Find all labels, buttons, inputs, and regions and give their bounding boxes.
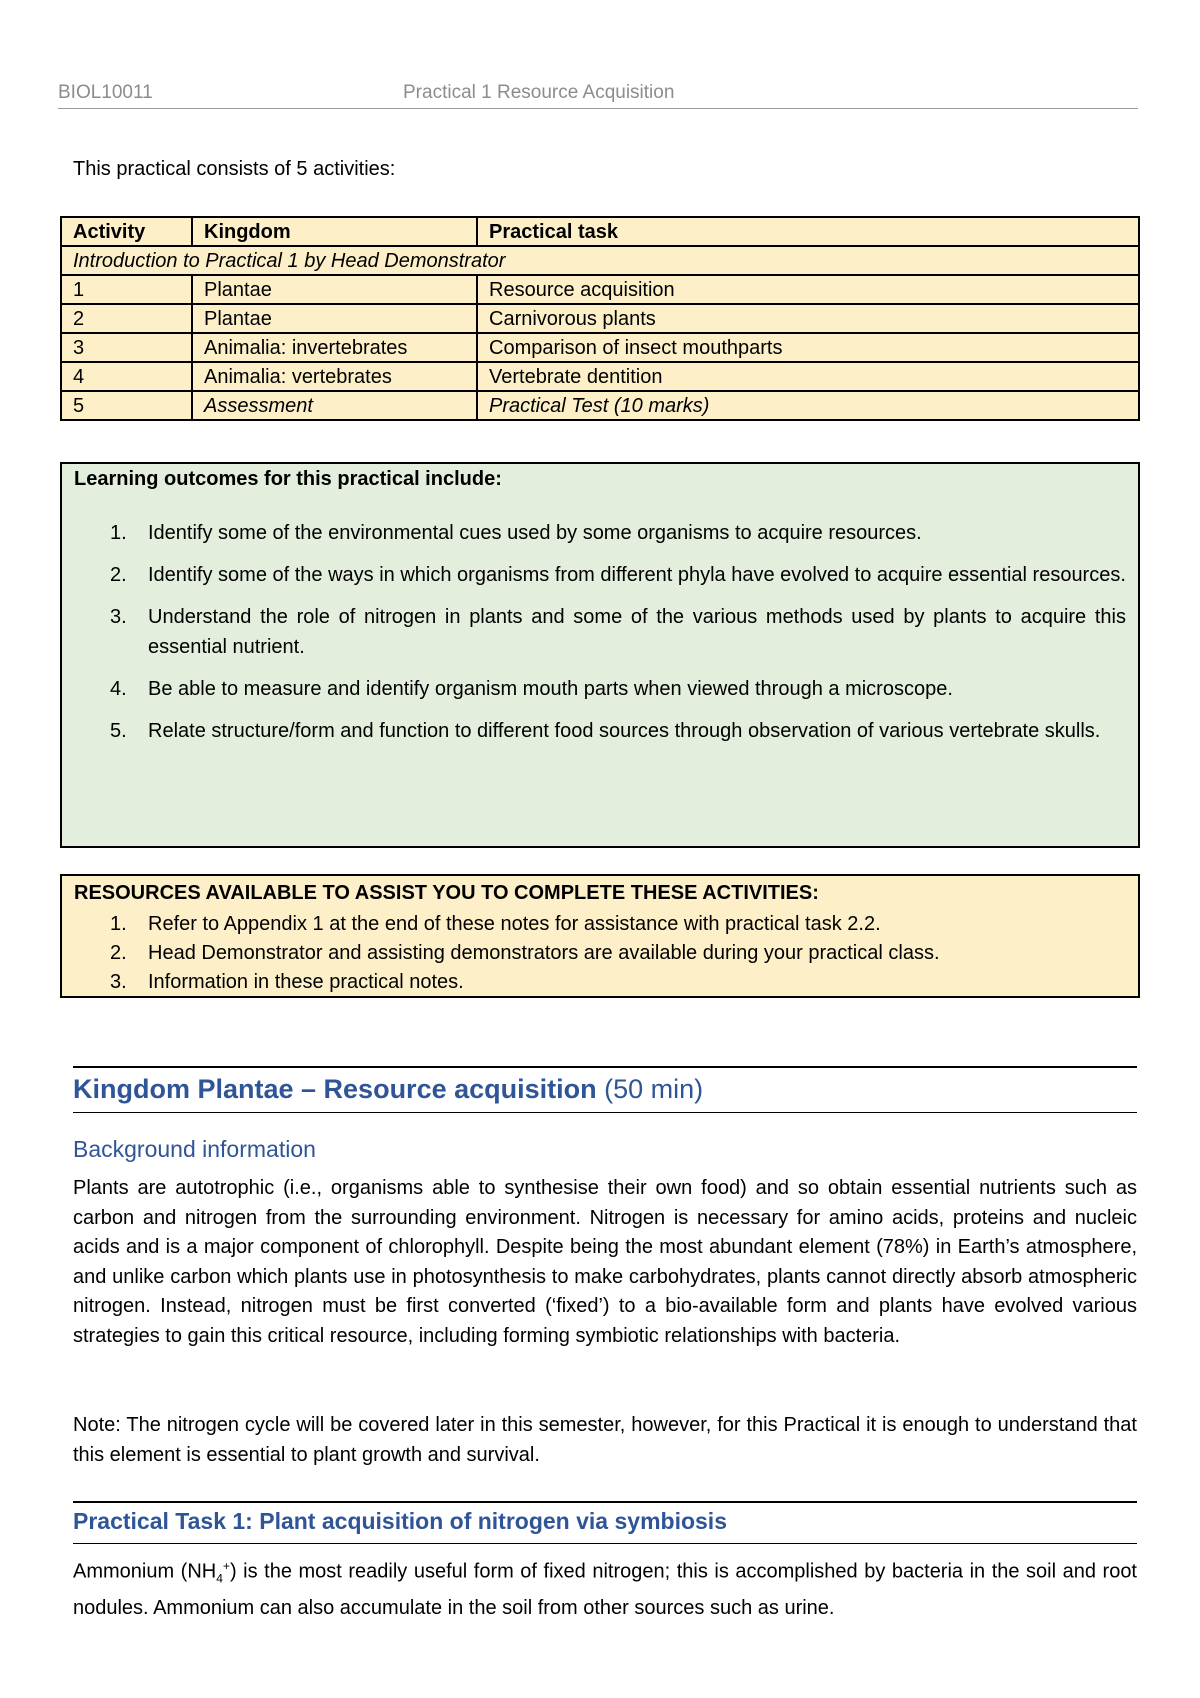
activities-table — [60, 216, 1140, 421]
item-number: 2. — [110, 564, 127, 586]
superscript-plus: + — [222, 1559, 230, 1573]
item-text: Head Demonstrator and assisting demonstrators are available during your practical class. — [148, 942, 940, 964]
list-item — [74, 716, 1126, 746]
note-paragraph: Note: The nitrogen cycle will be covered later in this semester, however, for this Practical it is enough to understand that this element is essential to plant growth and survival. — [73, 1414, 1137, 1466]
resources-box — [60, 874, 1140, 998]
item-number: 5. — [110, 720, 127, 742]
learning-outcomes-heading: Learning outcomes for this practical include: — [74, 468, 502, 490]
table-row — [61, 304, 1139, 333]
section-rule-top — [73, 1066, 1137, 1068]
table-header-row — [61, 217, 1139, 246]
task-cell: Carnivorous plants — [477, 304, 1139, 333]
kingdom-cell: Assessment — [192, 391, 477, 420]
activity-cell: 1 — [61, 275, 192, 304]
section-rule-bottom — [73, 1112, 1137, 1113]
task-cell: Comparison of insect mouthparts — [477, 333, 1139, 362]
item-text: Refer to Appendix 1 at the end of these notes for assistance with practical task 2.2. — [148, 913, 881, 935]
resources-heading: RESOURCES AVAILABLE TO ASSIST YOU TO COMPLETE THESE ACTIVITIES: — [74, 882, 819, 904]
subscript-4: 4 — [216, 1571, 223, 1586]
list-item — [74, 518, 1126, 548]
item-number: 1. — [110, 913, 127, 935]
task-cell: Resource acquisition — [477, 275, 1139, 304]
learning-outcomes-box — [60, 462, 1140, 848]
learning-outcomes-list — [74, 518, 1126, 758]
item-text: Relate structure/form and function to different food sources through observation of various vertebrate skulls. — [148, 720, 1101, 742]
intro-text: This practical consists of 5 activities: — [73, 158, 396, 180]
item-text: Be able to measure and identify organism mouth parts when viewed through a microscope. — [148, 678, 953, 700]
item-number: 3. — [110, 971, 127, 993]
table-row — [61, 275, 1139, 304]
task-rule-bottom — [73, 1543, 1137, 1544]
activity-cell: 4 — [61, 362, 192, 391]
header-activity: Activity — [61, 217, 192, 246]
item-text: Information in these practical notes. — [148, 971, 464, 993]
list-item — [74, 674, 1126, 704]
table-row — [61, 333, 1139, 362]
intro-row-cell: Introduction to Practical 1 by Head Demonstrator — [61, 246, 1139, 275]
activity-cell: 5 — [61, 391, 192, 420]
document-title: Practical 1 Resource Acquisition — [403, 82, 675, 103]
item-text: Understand the role of nitrogen in plants and some of the various methods used by plants to acquire this essential nutrient. — [148, 606, 1126, 658]
task-title: Practical Task 1: Plant acquisition of nitrogen via symbiosis — [73, 1508, 727, 1534]
course-code: BIOL10011 — [58, 82, 153, 103]
list-item — [74, 910, 940, 939]
activity-cell: 3 — [61, 333, 192, 362]
task-para-end: ) is the most readily useful form of fixed nitrogen; this is accomplished by bacteria in the soil and root nodules. Ammonium can also accumulate in the soil from other sources such as urine. — [73, 1560, 1137, 1620]
table-row — [61, 246, 1139, 275]
item-number: 2. — [110, 942, 127, 964]
section-title — [73, 1074, 703, 1105]
item-text: Identify some of the ways in which organisms from different phyla have evolved to acquire essential resources. — [148, 564, 1126, 586]
list-item — [74, 968, 940, 997]
task-rule-top — [73, 1501, 1137, 1503]
task-cell: Practical Test (10 marks) — [477, 391, 1139, 420]
background-paragraph: Plants are autotrophic (i.e., organisms able to synthesise their own food) and so obtain essential nutrients such as carbon and nitrogen from the surrounding environment. Nitrogen is necessary for amino acids, proteins and nucleic acids and is a major component of chlorophyll. Despite being the most abundant element (78%) in Earth’s atmosphere, and unlike carbon which plants use in photosynthesis to make carbohydrates, plants cannot directly absorb atmospheric nitrogen. Instead, nitrogen must be first converted (‘fixed’) to a bio-available form and plants have evolved various strategies to gain this critical resource, including forming symbiotic relationships with bacteria. — [73, 1177, 1137, 1347]
task-cell: Vertebrate dentition — [477, 362, 1139, 391]
section-duration: (50 min) — [604, 1074, 704, 1104]
table-row — [61, 391, 1139, 420]
resources-list — [74, 910, 940, 997]
running-header — [58, 82, 1138, 109]
task-paragraph — [73, 1552, 1137, 1624]
item-number: 4. — [110, 678, 127, 700]
item-number: 3. — [110, 606, 127, 628]
list-item — [74, 560, 1126, 590]
activity-cell: 2 — [61, 304, 192, 333]
table-row — [61, 362, 1139, 391]
item-number: 1. — [110, 522, 127, 544]
kingdom-cell: Plantae — [192, 304, 477, 333]
kingdom-cell: Plantae — [192, 275, 477, 304]
kingdom-cell: Animalia: invertebrates — [192, 333, 477, 362]
header-practical-task: Practical task — [477, 217, 1139, 246]
background-heading: Background information — [73, 1136, 316, 1162]
item-text: Identify some of the environmental cues used by some organisms to acquire resources. — [148, 522, 922, 544]
list-item — [74, 602, 1126, 662]
header-kingdom: Kingdom — [192, 217, 477, 246]
task-para-start: Ammonium (NH — [73, 1560, 217, 1583]
list-item — [74, 939, 940, 968]
kingdom-cell: Animalia: vertebrates — [192, 362, 477, 391]
section-title-text: Kingdom Plantae – Resource acquisition — [73, 1074, 597, 1104]
